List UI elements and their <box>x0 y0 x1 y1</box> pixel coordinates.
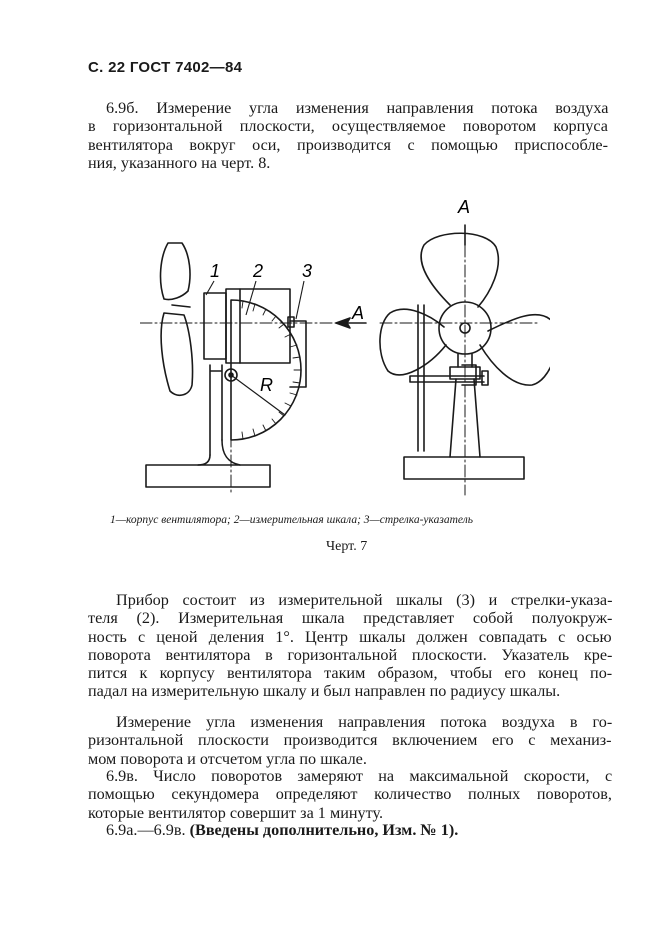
text-line: 6.9б. Измерение угла изменения направления потока воздуха <box>106 99 609 117</box>
arrow-label-a-top: A <box>458 197 471 217</box>
fan-side-view <box>146 243 306 487</box>
paragraph-amendment <box>88 821 612 839</box>
amendment-range: 6.9а.—6.9в. <box>106 821 190 839</box>
text-line: ность с ценой деления 1°. Центр шкалы должен совпадать с осью <box>88 627 612 646</box>
blade-lower <box>161 313 192 395</box>
arrow-label-a: A <box>352 303 365 323</box>
fan-housing <box>204 293 226 359</box>
text-line: мом поворота и отсчетом угла по шкале. <box>88 749 367 768</box>
blade-top <box>421 233 498 307</box>
text-line: ризонтальной плоскости производится включением его с механиз- <box>88 731 612 750</box>
fan-base-front <box>404 457 524 479</box>
text-line: ния, указанного на черт. 8. <box>88 153 271 172</box>
figure-caption: 1—корпус вентилятора; 2—измерительная шкала; 3—стрелка-указатель <box>110 514 473 526</box>
paragraph-device <box>88 591 612 701</box>
blade-left <box>380 309 446 375</box>
label-2: 2 <box>253 261 264 281</box>
text-line: поворота вентилятора в горизонтальной плоскости. Указатель кре- <box>88 645 613 664</box>
figure-number: Черт. 7 <box>326 539 368 554</box>
text-line: в горизонтальной плоскости, осуществляемое поворотом корпуса <box>88 117 608 136</box>
fan-drawing <box>140 195 550 505</box>
label-3: 3 <box>302 261 313 281</box>
paragraph-6-9v <box>88 767 612 822</box>
label-1: 1 <box>210 261 221 281</box>
paragraph-measurement <box>88 713 612 768</box>
text-line: которые вентилятор совершит за 1 минуту. <box>88 803 383 822</box>
text-line: 6.9в. Число поворотов замеряют на максимальной скорости, с <box>106 767 613 785</box>
text-line <box>88 821 612 839</box>
text-line: вентилятора вокруг оси, производится с помощью приспособле- <box>88 135 608 154</box>
amendment-note: (Введены дополнительно, Изм. № 1). <box>189 821 459 839</box>
blade-upper <box>161 243 190 300</box>
text-line: теля (2). Измерительная шкала представляет собой полуокруж- <box>88 609 613 628</box>
paragraph-6-9b <box>88 99 608 172</box>
fan-stand <box>210 365 222 455</box>
text-line: Измерение угла изменения направления потока воздуха в го- <box>116 713 613 731</box>
fan-base <box>146 465 270 487</box>
text-line: Прибор состоит из измерительной шкалы (3) и стрелки-указа- <box>116 591 613 609</box>
page-header: С. 22 ГОСТ 7402—84 <box>88 59 243 76</box>
text-line: пится к корпусу вентилятора таким образом, чтобы его конец по- <box>88 664 613 683</box>
pointer-bracket <box>290 321 306 387</box>
text-line: падал на измерительную шкалу и был направлен по радиусу шкалы. <box>88 682 561 701</box>
radius-label: R <box>260 375 273 395</box>
text-line: помощью секундомера определяют количество полных поворотов, <box>88 785 612 804</box>
